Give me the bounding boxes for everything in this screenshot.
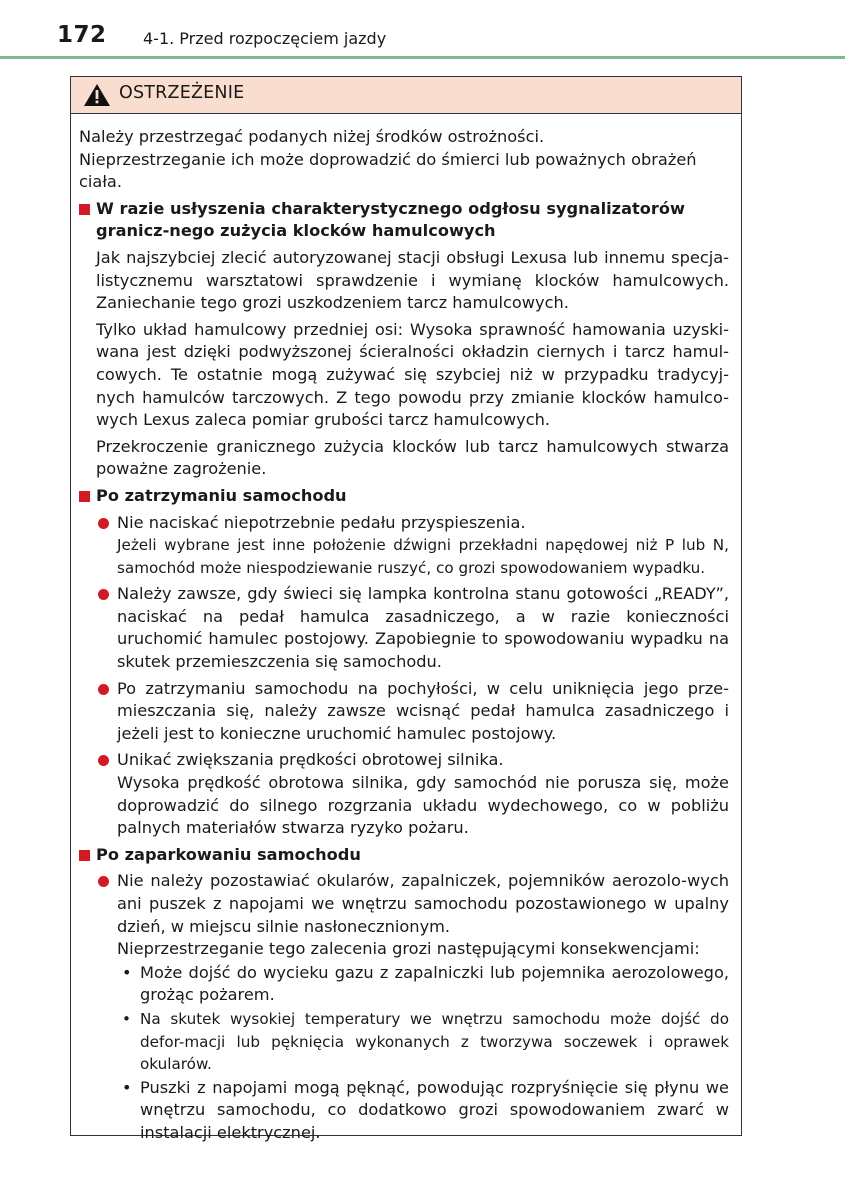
item-continuation: Nieprzestrzeganie tego zalecenia grozi następującymi konsekwencjami: xyxy=(117,939,700,959)
section-heading xyxy=(79,844,729,867)
page-number: 172 xyxy=(57,22,107,48)
warning-triangle-icon xyxy=(84,84,110,106)
item-text: Należy zawsze, gdy świeci się lampka kontrolna stanu gotowości „READY”, naciskać na pedał hamulca zasadniczego, a w razie konieczności uruchomić hamulec postojowy. Zapobiegnie to spowodowaniu wypadku na skutek przemieszczenia się samochodu. xyxy=(117,584,729,672)
red-dot-icon xyxy=(98,518,109,529)
bullet-marker: • xyxy=(122,1009,131,1028)
item-text: Po zatrzymaniu samochodu na pochyłości, w celu uniknięcia jego prze-mieszczania się, należy zawsze wcisnąć pedał hamulca zasadniczego i jeżeli jest to konieczne uruchomić hamulec postojowy. xyxy=(117,678,729,743)
item-continuation: Jeżeli wybrane jest inne położenie dźwigni przekładni napędowej niż P lub N, samochód może niespodziewanie ruszyć, co grozi spowodowaniem wypadku. xyxy=(117,536,729,577)
heading-text: Po zatrzymaniu samochodu xyxy=(96,485,347,505)
page-header xyxy=(0,0,845,62)
intro-line: Należy przestrzegać podanych niżej środków ostrożności. xyxy=(79,127,545,146)
warning-content xyxy=(79,126,729,1145)
list-item xyxy=(79,749,729,839)
bullet-item xyxy=(79,962,729,1007)
red-square-icon xyxy=(79,204,90,215)
list-item xyxy=(79,678,729,746)
item-text: Nie należy pozostawiać okularów, zapalniczek, pojemników aerozolo-wych ani puszek z napojami we wnętrzu samochodu pozostawionego w upalny dzień, w miejscu silnie nasłonecznionym. xyxy=(117,871,729,936)
item-text: Unikać zwiększania prędkości obrotowej silnika. xyxy=(117,750,504,770)
bullet-marker: • xyxy=(122,962,132,982)
red-dot-icon xyxy=(98,589,109,600)
item-continuation: Wysoka prędkość obrotowa silnika, gdy samochód nie porusza się, może doprowadzić do silnego rozgrzania układu wydechowego, co w pobliżu palnych materiałów stwarza ryzyko pożaru. xyxy=(117,773,729,838)
bullet-text: Na skutek wysokiej temperatury we wnętrzu samochodu może dojść do defor-macji lub pęknięcia wykonanych z tworzywa soczewek i oprawek okularów. xyxy=(140,1009,729,1074)
warning-bar xyxy=(71,77,741,114)
bullet-item xyxy=(79,1077,729,1145)
bullet-text: Może dojść do wycieku gazu z zapalniczki lub pojemnika aerozolowego, grożąc pożarem. xyxy=(140,962,729,1005)
section-heading xyxy=(79,485,729,508)
red-dot-icon xyxy=(98,684,109,695)
section-title: 4-1. Przed rozpoczęciem jazdy xyxy=(143,29,387,48)
heading-text: W razie usłyszenia charakterystycznego odgłosu sygnalizatorów granicz-nego zużycia klocków hamulcowych xyxy=(96,198,685,241)
section-heading xyxy=(79,198,729,243)
item-text: Nie naciskać niepotrzebnie pedału przyspieszenia. xyxy=(117,512,526,532)
paragraph: Przekroczenie granicznego zużycia klocków lub tarcz hamulcowych stwarza poważne zagrożenie. xyxy=(96,436,729,479)
list-item xyxy=(79,870,729,960)
warning-title: OSTRZEŻENIE xyxy=(119,83,245,103)
heading-text: Po zaparkowaniu samochodu xyxy=(96,844,361,864)
warning-box xyxy=(70,76,742,1142)
header-rule xyxy=(0,56,845,59)
paragraph: Jak najszybciej zlecić autoryzowanej stacji obsługi Lexusa lub innemu specja-listycznemu warsztatowi sprawdzenie i wymianę klocków hamulcowych. Zaniechanie tego grozi uszkodzeniem tarcz hamulcowych. xyxy=(96,247,729,313)
list-item xyxy=(79,512,729,580)
intro-line: Nieprzestrzeganie ich może doprowadzić do śmierci lub poważnych obrażeń ciała. xyxy=(79,149,697,192)
list-item xyxy=(79,583,729,673)
paragraph: Tylko układ hamulcowy przedniej osi: Wysoka sprawność hamowania uzyski-wana jest dzięki podwyższonej ścieralności okładzin ciernych i tarcz hamul-cowych. Te ostatnie mogą zużywać się szybciej niż w przypadku tradycyj-nych hamulców tarczowych. Z tego powodu przy zmianie klocków hamulco-wych Lexus zaleca pomiar grubości tarcz hamulcowych. xyxy=(96,319,729,430)
red-dot-icon xyxy=(98,876,109,887)
red-square-icon xyxy=(79,850,90,861)
red-dot-icon xyxy=(98,755,109,766)
bullet-text: Puszki z napojami mogą pęknąć, powodując rozpryśnięcie się płynu we wnętrzu samochodu, co dodatkowo grozi spowodowaniem zwarć w instalacji elektrycznej. xyxy=(140,1077,729,1142)
red-square-icon xyxy=(79,491,90,502)
bullet-item xyxy=(79,1008,729,1076)
bullet-marker: • xyxy=(122,1077,132,1097)
